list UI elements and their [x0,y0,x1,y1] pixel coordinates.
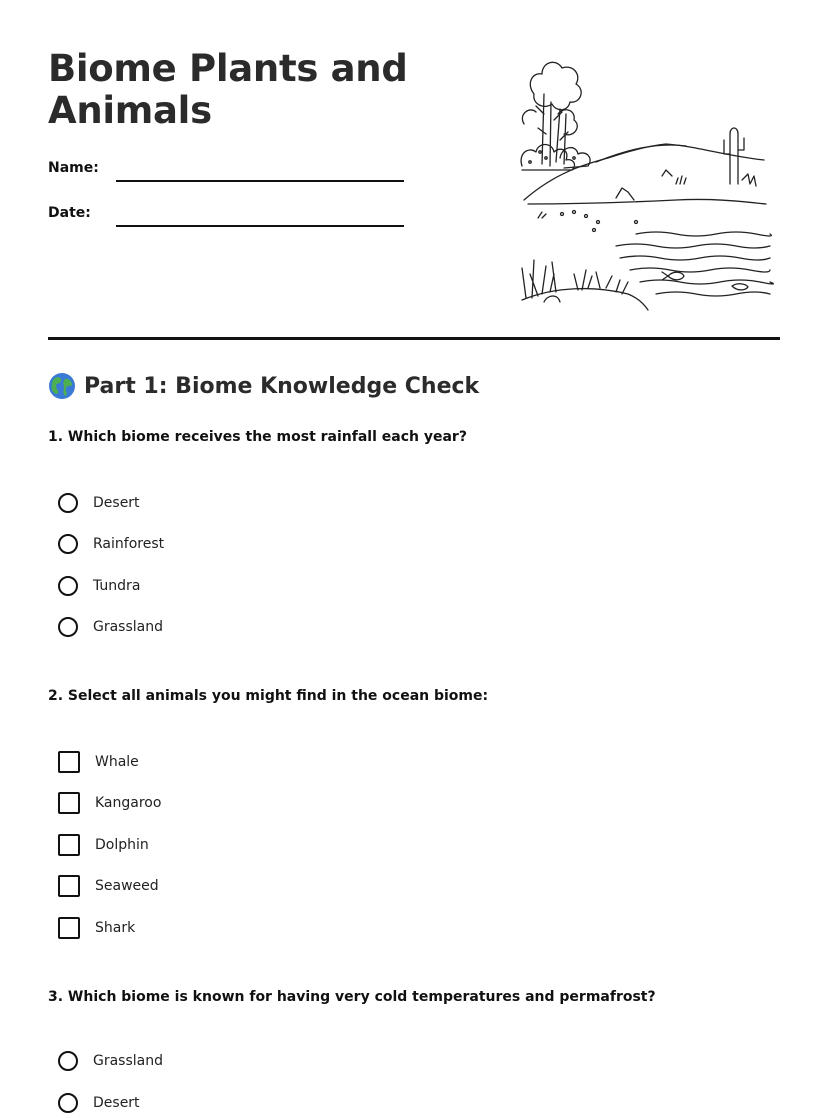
checkbox[interactable] [58,751,80,773]
checkbox[interactable] [58,917,80,939]
option-label: Desert [93,495,140,511]
question-1-text: 1. Which biome receives the most rainfall each year? [48,429,467,445]
name-field[interactable] [116,180,404,182]
checkbox[interactable] [58,792,80,814]
checkbox[interactable] [58,834,80,856]
section-heading-text: Part 1: Biome Knowledge Check [84,373,480,399]
section-heading [48,372,479,400]
option-label: Desert [93,1095,140,1111]
q3-option-grassland[interactable] [58,1049,163,1073]
globe-icon [48,372,76,400]
option-label: Tundra [93,578,141,594]
option-label: Grassland [93,1053,163,1069]
q2-option-kangaroo[interactable] [58,791,161,815]
option-label: Shark [95,920,136,936]
option-label: Grassland [93,619,163,635]
q2-option-shark[interactable] [58,916,135,940]
date-field[interactable] [116,225,404,227]
q2-option-dolphin[interactable] [58,833,149,857]
option-label: Whale [95,754,139,770]
name-label: Name: [48,160,99,176]
page-title: Biome Plants and Animals [48,47,408,132]
radio-button[interactable] [58,576,78,596]
q1-option-desert[interactable] [58,491,140,515]
radio-button[interactable] [58,1093,78,1113]
biome-landscape-illustration [516,54,774,316]
checkbox[interactable] [58,875,80,897]
q1-option-tundra[interactable] [58,574,140,598]
question-3-text: 3. Which biome is known for having very cold temperatures and permafrost? [48,989,656,1005]
radio-button[interactable] [58,1051,78,1071]
radio-button[interactable] [58,493,78,513]
q3-option-desert[interactable] [58,1091,140,1115]
q1-option-rainforest[interactable] [58,532,164,556]
q1-option-grassland[interactable] [58,615,163,639]
question-2-text: 2. Select all animals you might find in the ocean biome: [48,688,489,704]
q2-option-seaweed[interactable] [58,874,159,898]
date-label: Date: [48,205,91,221]
option-label: Seaweed [95,878,159,894]
option-label: Kangaroo [95,795,162,811]
section-divider [48,337,780,340]
radio-button[interactable] [58,617,78,637]
option-label: Dolphin [95,837,149,853]
q2-option-whale[interactable] [58,750,139,774]
radio-button[interactable] [58,534,78,554]
option-label: Rainforest [93,536,165,552]
